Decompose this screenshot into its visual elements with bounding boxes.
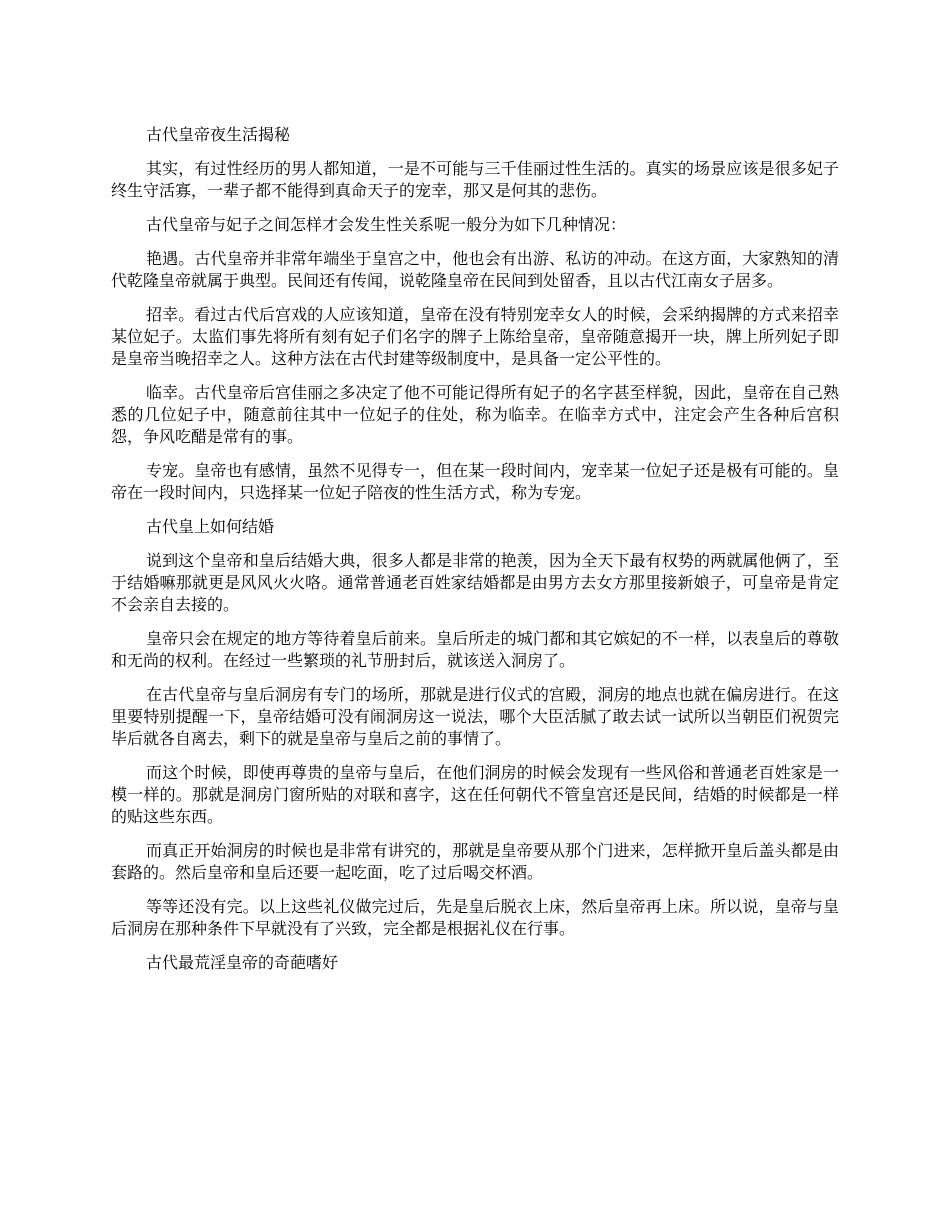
paragraph: 其实，有过性经历的男人都知道，一是不可能与三千佳丽过性生活的。真实的场景应该是很多妃子终生守活寡，一辈子都不能得到真命天子的宠幸，那又是何其的悲伤。 (111, 159, 839, 200)
document-page (111, 124, 839, 986)
paragraph: 皇帝只会在规定的地方等待着皇后前来。皇后所走的城门都和其它嫔妃的不一样，以表皇后的尊敬和无尚的权利。在经过一些繁琐的礼节册封后，就该送入洞房了。 (111, 629, 839, 670)
paragraph: 专宠。皇帝也有感情，虽然不见得专一，但在某一段时间内，宠幸某一位妃子还是极有可能的。皇帝在一段时间内，只选择某一位妃子陪夜的性生活方式，称为专宠。 (111, 461, 839, 502)
paragraph: 说到这个皇帝和皇后结婚大典，很多人都是非常的艳羡，因为全天下最有权势的两就属他俩了，至于结婚嘛那就更是风风火火咯。通常普通老百姓家结婚都是由男方去女方那里接新娘子，可皇帝是肯定不会亲自去接的。 (111, 551, 839, 614)
paragraph: 招幸。看过古代后宫戏的人应该知道，皇帝在没有特别宠幸女人的时候，会采纳揭牌的方式来招幸某位妃子。太监们事先将所有刻有妃子们名字的牌子上陈给皇帝，皇帝随意揭开一块，牌上所列妃子即是皇帝当晚招幸之人。这种方法在古代封建等级制度中，是具备一定公平性的。 (111, 305, 839, 368)
section-heading: 古代皇上如何结婚 (146, 517, 275, 536)
section-heading: 古代皇帝夜生活揭秘 (146, 125, 291, 144)
paragraph: 等等还没有完。以上这些礼仪做完过后，先是皇后脱衣上床，然后皇帝再上床。所以说，皇帝与皇后洞房在那种条件下早就没有了兴致，完全都是根据礼仪在行事。 (111, 897, 839, 938)
paragraph: 而这个时候，即使再尊贵的皇帝与皇后，在他们洞房的时候会发现有一些风俗和普通老百姓家是一模一样的。那就是洞房门窗所贴的对联和喜字，这在任何朝代不管皇宫还是民间，结婚的时候都是一样的贴这些东西。 (111, 763, 839, 826)
paragraph: 临幸。古代皇帝后宫佳丽之多决定了他不可能记得所有妃子的名字甚至样貌，因此，皇帝在自己熟悉的几位妃子中，随意前往其中一位妃子的住处，称为临幸。在临幸方式中，注定会产生各种后宫积怨，争风吃醋是常有的事。 (111, 383, 839, 446)
paragraph: 古代皇帝与妃子之间怎样才会发生性关系呢一般分为如下几种情况： (146, 215, 627, 234)
paragraph: 在古代皇帝与皇后洞房有专门的场所，那就是进行仪式的宫殿，洞房的地点也就在偏房进行。在这里要特别提醒一下，皇帝结婚可没有闹洞房这一说法，哪个大臣活腻了敢去试一试所以当朝臣们祝贺完毕后就各自离去，剩下的就是皇帝与皇后之前的事情了。 (111, 685, 839, 748)
paragraph: 而真正开始洞房的时候也是非常有讲究的，那就是皇帝要从那个门进来，怎样掀开皇后盖头都是由套路的。然后皇帝和皇后还要一起吃面，吃了过后喝交杯酒。 (111, 841, 839, 882)
paragraph: 艳遇。古代皇帝并非常年端坐于皇宫之中，他也会有出游、私访的冲动。在这方面，大家熟知的清代乾隆皇帝就属于典型。民间还有传闻，说乾隆皇帝在民间到处留香，且以古代江南女子居多。 (111, 249, 839, 290)
section-heading: 古代最荒淫皇帝的奇葩嗜好 (146, 953, 339, 972)
